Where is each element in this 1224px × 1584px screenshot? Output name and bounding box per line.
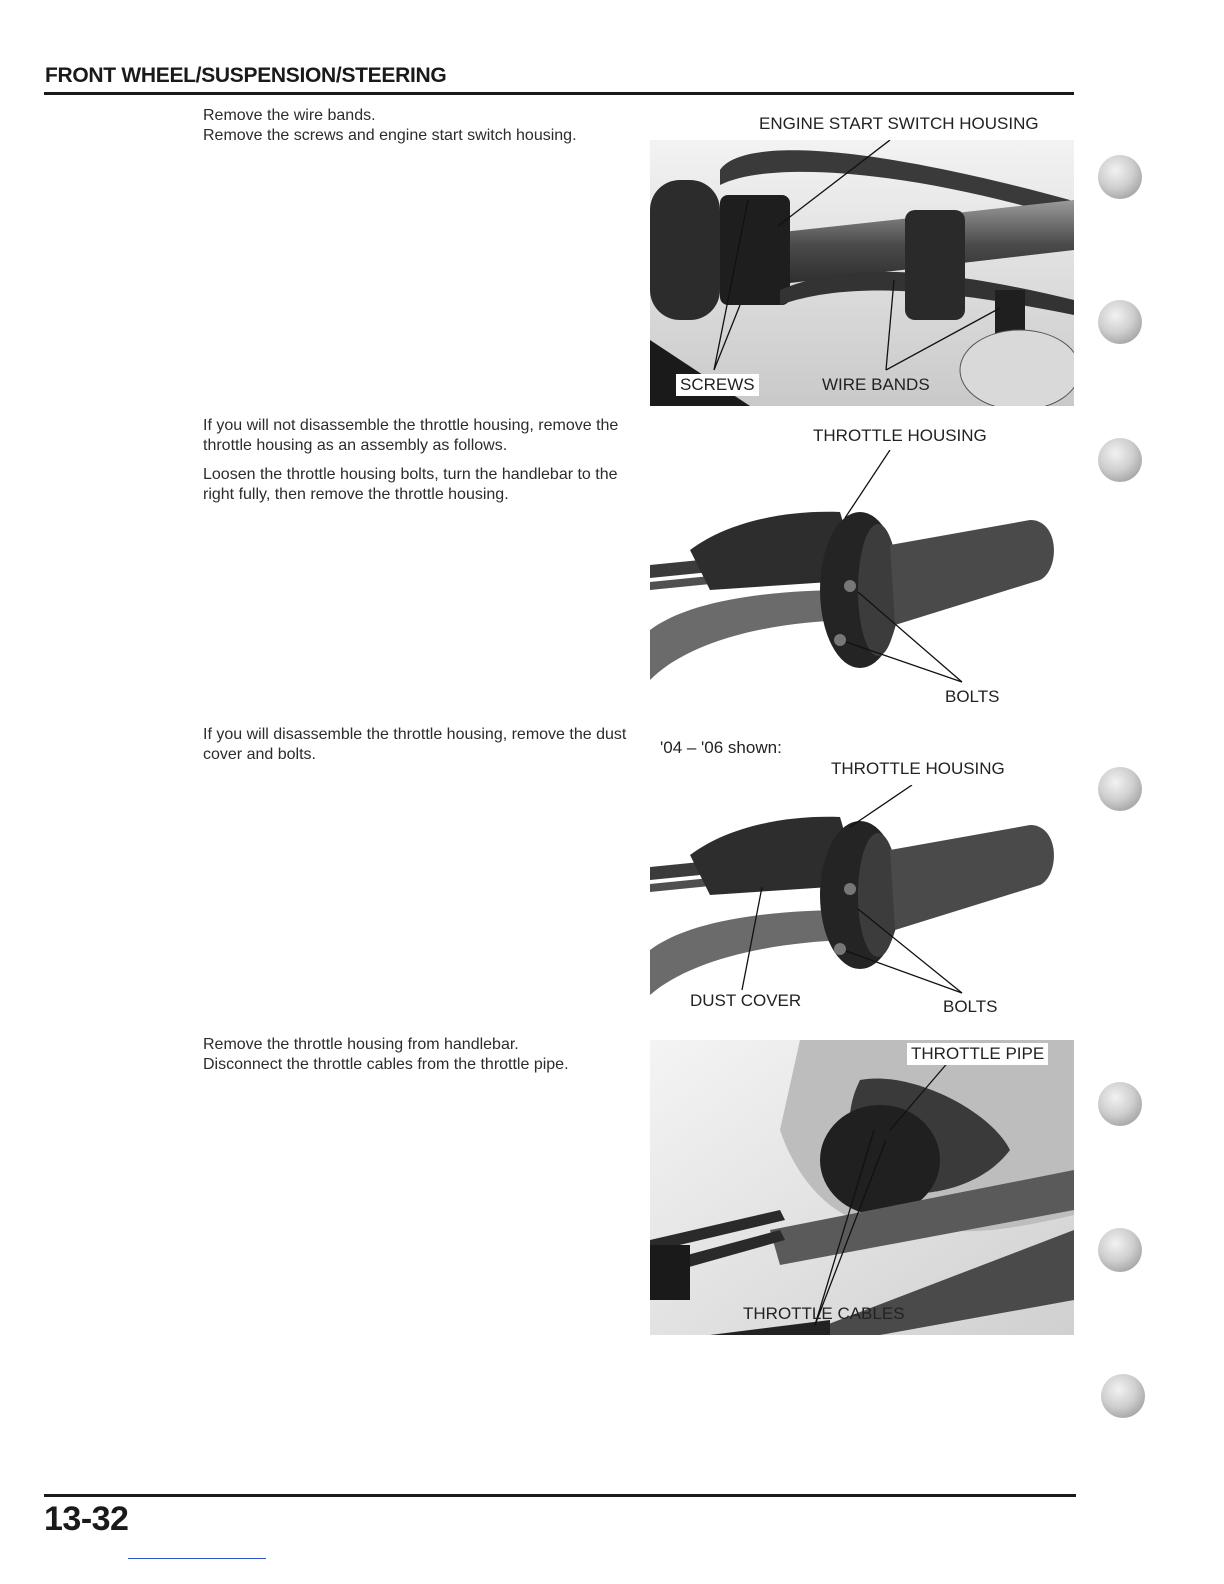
- footer-rule: [44, 1494, 1076, 1497]
- step-text-4: [203, 1035, 640, 1084]
- section-tab-marker: [1098, 155, 1142, 199]
- photo-throttle-cables: [650, 1040, 1074, 1335]
- label-screws: SCREWS: [676, 374, 759, 396]
- paragraph: Remove the throttle housing from handlebar.: [203, 1036, 519, 1053]
- label-throttle-housing: THROTTLE HOUSING: [831, 759, 1005, 778]
- paragraph: If you will not disassemble the throttle housing, remove the throttle housing as an assembly as follows.: [203, 417, 619, 454]
- photo-throttle-housing-dust-cover: [650, 785, 1074, 1000]
- step-text-3: [203, 725, 640, 774]
- paragraph: If you will disassemble the throttle housing, remove the dust cover and bolts.: [203, 726, 627, 763]
- section-tab-marker: [1098, 767, 1142, 811]
- section-tab-marker: [1101, 1374, 1145, 1418]
- paragraph: Remove the wire bands.: [203, 107, 376, 124]
- section-tab-marker: [1098, 1082, 1142, 1126]
- label-bolts: BOLTS: [943, 997, 998, 1016]
- label-throttle-cables: THROTTLE CABLES: [743, 1304, 905, 1323]
- label-engine-start-switch-housing: ENGINE START SWITCH HOUSING: [759, 114, 1039, 133]
- label-wire-bands: WIRE BANDS: [822, 375, 930, 394]
- header-rule: [44, 92, 1074, 95]
- section-tab-marker: [1098, 300, 1142, 344]
- photo-throttle-housing: [650, 450, 1074, 690]
- step-text-2: [203, 416, 640, 514]
- label-throttle-pipe: THROTTLE PIPE: [907, 1043, 1048, 1065]
- label-bolts: BOLTS: [945, 687, 1000, 706]
- paragraph: Loosen the throttle housing bolts, turn the handlebar to the right fully, then remove the throttle housing.: [203, 466, 618, 503]
- model-years-note: '04 – '06 shown:: [660, 738, 782, 757]
- step-text-1: [203, 106, 640, 155]
- section-title: FRONT WHEEL/SUSPENSION/STEERING: [45, 64, 447, 87]
- section-tab-marker: [1098, 1228, 1142, 1272]
- section-tab-marker: [1098, 438, 1142, 482]
- photo-engine-start-switch: [650, 140, 1074, 406]
- page-number: 13-32: [44, 1500, 129, 1538]
- link-underline: [128, 1558, 266, 1559]
- label-throttle-housing: THROTTLE HOUSING: [813, 426, 987, 445]
- paragraph: Disconnect the throttle cables from the throttle pipe.: [203, 1055, 569, 1073]
- label-dust-cover: DUST COVER: [690, 991, 802, 1010]
- paragraph: Remove the screws and engine start switch housing.: [203, 126, 577, 144]
